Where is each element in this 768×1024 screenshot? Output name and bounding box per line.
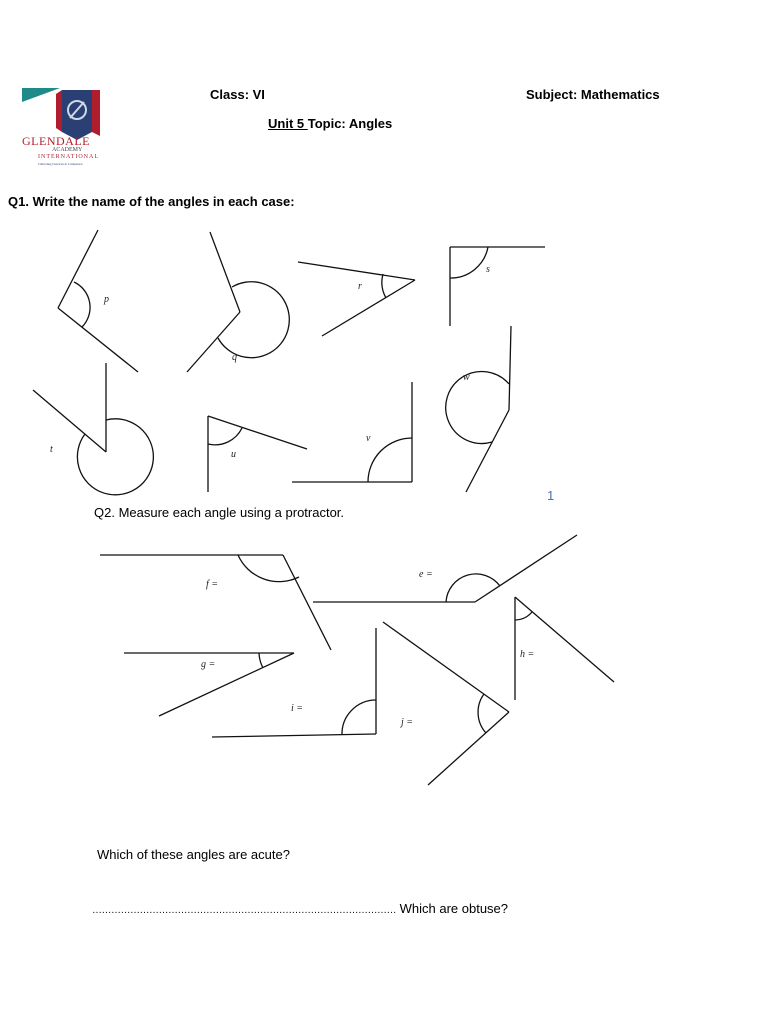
label-t: t bbox=[50, 444, 53, 455]
q2-prompt: Q2. Measure each angle using a protractor. bbox=[94, 505, 345, 520]
answer-line bbox=[92, 901, 508, 916]
angle-r bbox=[298, 262, 415, 336]
logo-tagline: Cultivating Character in Competence bbox=[38, 162, 83, 166]
angle-f bbox=[100, 555, 331, 650]
logo-name: GLENDALE bbox=[22, 134, 90, 148]
angle-p bbox=[58, 230, 138, 372]
angle-w bbox=[446, 326, 511, 492]
label-w: w bbox=[463, 372, 470, 383]
label-v: v bbox=[366, 433, 371, 444]
angle-j bbox=[383, 622, 509, 785]
logo-sub-academy: ACADEMY bbox=[52, 147, 83, 153]
logo-sub-international: INTERNATIONAL bbox=[38, 154, 99, 160]
angle-e bbox=[313, 535, 577, 602]
label-p: p bbox=[104, 294, 109, 305]
label-e: e = bbox=[419, 569, 433, 580]
label-h: h = bbox=[520, 649, 535, 660]
class-label: Class: VI bbox=[210, 87, 265, 102]
label-q: q bbox=[232, 352, 237, 363]
label-j: j = bbox=[401, 717, 414, 728]
topic-label: Topic: Angles bbox=[307, 116, 393, 131]
obtuse-question: Which are obtuse? bbox=[396, 901, 509, 916]
angle-t bbox=[33, 363, 153, 495]
label-g: g = bbox=[201, 659, 216, 670]
label-i: i = bbox=[291, 703, 304, 714]
angle-q bbox=[187, 232, 289, 372]
angle-u bbox=[208, 416, 307, 492]
label-r: r bbox=[358, 281, 362, 292]
angle-s bbox=[450, 247, 545, 326]
angle-v bbox=[292, 382, 412, 482]
q1-prompt: Q1. Write the name of the angles in each case: bbox=[8, 194, 295, 209]
page-number: 1 bbox=[547, 488, 555, 503]
angle-h bbox=[515, 597, 614, 700]
angle-g bbox=[124, 653, 294, 716]
acute-question: Which of these angles are acute? bbox=[97, 847, 290, 862]
label-s: s bbox=[486, 264, 490, 275]
angle-i bbox=[212, 628, 376, 737]
label-u: u bbox=[231, 449, 236, 460]
answer-dots: …………………………………………………………………………………… bbox=[92, 905, 396, 916]
label-f: f = bbox=[206, 579, 219, 590]
subject-label: Subject: Mathematics bbox=[526, 87, 660, 102]
unit-label: Unit 5 bbox=[268, 116, 308, 131]
